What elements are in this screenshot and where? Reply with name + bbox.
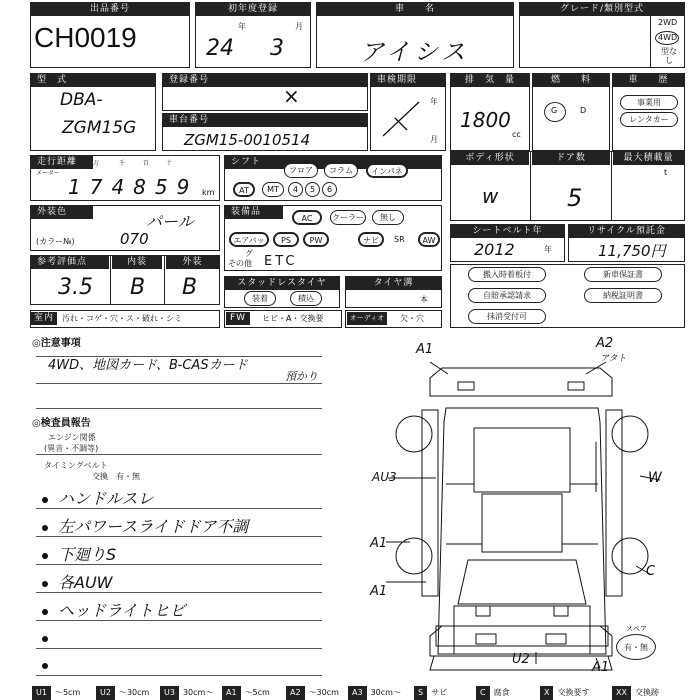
shift-label: シフト bbox=[225, 156, 441, 169]
inspector-timing: タイミングベルト bbox=[44, 461, 108, 470]
doc-warranty: 新車保証書 bbox=[584, 267, 662, 282]
equip-aw: AW bbox=[418, 232, 440, 247]
inspector-line6 bbox=[36, 648, 322, 649]
equip-airbag: エアバッグ bbox=[229, 232, 269, 247]
legend-a1: A1 〜5cm bbox=[222, 686, 274, 700]
seatbelt-unit: 年 bbox=[544, 245, 552, 254]
body-div2 bbox=[611, 151, 612, 221]
diagram-label: AU3 bbox=[372, 470, 397, 484]
notes-text2: 預かり bbox=[285, 370, 318, 383]
body-value: w bbox=[482, 184, 499, 208]
notes-label: ◎注意事項 bbox=[32, 338, 81, 349]
reg-label: 初年度登録 bbox=[196, 3, 310, 16]
doors-label: ドア数 bbox=[532, 152, 610, 165]
doors-value: 5 bbox=[567, 184, 583, 212]
mileage-digit-man: 万 bbox=[93, 160, 100, 167]
equip-navi: ナビ bbox=[358, 232, 384, 247]
bullet bbox=[42, 497, 48, 503]
model-line2: ZGM15G bbox=[62, 118, 137, 138]
scores-label: 参考評価点 bbox=[31, 256, 109, 269]
legend-x: X 交換要す bbox=[540, 686, 593, 700]
notes-line3 bbox=[36, 408, 322, 409]
windshield-label: FW bbox=[226, 312, 250, 325]
notes-line2 bbox=[36, 383, 322, 384]
displacement-value: 1800 bbox=[460, 108, 511, 132]
diagram-label: A1 bbox=[592, 660, 610, 675]
chassis-label: 車台番号 bbox=[163, 114, 367, 127]
equip-none: 無し bbox=[372, 210, 404, 225]
inspector-item: ハンドルスレ bbox=[58, 489, 154, 508]
audio-label: オーディオ bbox=[347, 312, 387, 325]
interior-notes-label: 室内 bbox=[31, 312, 57, 325]
bullet bbox=[42, 553, 48, 559]
reg-year: 24 bbox=[206, 36, 234, 61]
windshield-items: ヒビ・A・交換要 bbox=[262, 314, 324, 323]
studless-label: スタッドレスタイヤ bbox=[225, 277, 339, 290]
inspection-cross-icon bbox=[375, 96, 425, 146]
score-interior: B bbox=[130, 275, 146, 300]
inspector-item: 左パワースライドドア不調 bbox=[58, 517, 249, 536]
inspector-item: 各AUW bbox=[58, 573, 113, 592]
legend-a2: A2 〜30cm bbox=[286, 686, 343, 700]
mileage-digit-sen: 千 bbox=[119, 160, 126, 167]
doc-insurance: 自賠承認請求 bbox=[468, 288, 546, 303]
score-exterior: B bbox=[182, 275, 198, 300]
drive-2wd: 2WD bbox=[658, 18, 678, 27]
load-label: 最大積載量 bbox=[613, 152, 684, 165]
mileage-value: 174859 bbox=[68, 175, 199, 199]
legend-u2: U2 〜30cm bbox=[96, 686, 153, 700]
bullet bbox=[42, 581, 48, 587]
shift-5: 5 bbox=[305, 182, 320, 197]
recycle-label: リサイクル預託金 bbox=[569, 225, 684, 238]
diagram-label: A1 bbox=[416, 342, 434, 357]
fuel-g: G bbox=[551, 106, 558, 115]
plate-value: × bbox=[283, 84, 300, 108]
drive-4wd: 4WD bbox=[658, 33, 678, 42]
score-overall: 3.5 bbox=[58, 275, 93, 300]
tire-label: タイヤ溝 bbox=[346, 277, 441, 290]
legend-c: C 腐食 bbox=[476, 686, 514, 700]
car-label: 車 名 bbox=[317, 3, 513, 16]
mileage-label: 走行距離 bbox=[31, 156, 93, 169]
equip-cooler: クーラー bbox=[330, 210, 366, 225]
studless-load: 積込 bbox=[290, 291, 322, 306]
inspector-line0 bbox=[36, 454, 322, 455]
bullet bbox=[42, 636, 48, 642]
lot-label: 出品番号 bbox=[31, 3, 189, 16]
diagram-label: A1 bbox=[370, 536, 388, 551]
diagram-label: アタト bbox=[600, 354, 627, 364]
shift-floor: フロア bbox=[284, 163, 318, 178]
equip-pw: PW bbox=[303, 232, 329, 247]
legend-s: S サビ bbox=[414, 686, 451, 700]
legend-xx: XX 交換跡 bbox=[612, 686, 663, 700]
inspector-label: ◎検査員報告 bbox=[32, 418, 91, 429]
scores-div1 bbox=[110, 255, 111, 305]
mileage-meter-label: メーター bbox=[36, 170, 61, 177]
shift-4: 4 bbox=[288, 182, 303, 197]
model-line1: DBA- bbox=[60, 90, 103, 110]
inspector-item: 下廻りS bbox=[58, 545, 117, 564]
load-unit: t bbox=[664, 168, 668, 177]
inspection-year-unit: 年 bbox=[430, 97, 438, 106]
interior-notes-items: 汚れ・コゲ・穴・ス・破れ・シミ bbox=[62, 314, 182, 323]
studless-on: 装着 bbox=[244, 291, 276, 306]
model-label: 型 式 bbox=[31, 74, 155, 87]
shift-inpane: インパネ bbox=[366, 163, 408, 178]
exterior-label: 外装色 bbox=[31, 206, 93, 219]
seatbelt-label: シートベルト年 bbox=[451, 225, 564, 238]
seatbelt-value: 2012 bbox=[474, 240, 515, 259]
diagram-label: A2 bbox=[596, 336, 614, 351]
recycle-value: 11,750円 bbox=[598, 242, 666, 260]
chassis-value: ZGM15-0010514 bbox=[184, 131, 311, 149]
audio-items: 欠・穴 bbox=[400, 314, 424, 323]
scores-div2 bbox=[164, 255, 165, 305]
displacement-unit: cc bbox=[512, 130, 521, 139]
mileage-digit-hyaku: 百 bbox=[143, 160, 150, 167]
inspector-engine-sub: (異音・不調等) bbox=[44, 444, 99, 453]
inspection-month-unit: 月 bbox=[430, 135, 438, 144]
inspector-item: ヘッドライトヒビ bbox=[58, 601, 186, 620]
bullet bbox=[42, 663, 48, 669]
tire-unit: 本 bbox=[420, 295, 428, 304]
equip-ac: AC bbox=[292, 210, 322, 225]
shift-column: コラム bbox=[324, 163, 358, 178]
history-opt1: 事業用 bbox=[620, 95, 678, 110]
car-name: アイシス bbox=[360, 38, 470, 66]
spare-value: 有・無 bbox=[624, 643, 648, 652]
exterior-score-label: 外装 bbox=[166, 256, 219, 269]
bullet bbox=[42, 525, 48, 531]
legend-u3: U3 30cm〜 bbox=[160, 686, 217, 700]
reg-year-unit: 年 bbox=[238, 22, 246, 31]
diagram-label: C bbox=[646, 564, 656, 579]
lot-number: CH0019 bbox=[34, 22, 137, 53]
exterior-code-label: (カラー№) bbox=[36, 237, 75, 246]
displacement-label: 排 気 量 bbox=[451, 74, 529, 87]
equip-sr: SR bbox=[394, 235, 405, 244]
doc-delivery: 搬入時着板付 bbox=[468, 267, 546, 282]
drive-none: 型なし bbox=[661, 47, 677, 65]
body-label: ボディ形状 bbox=[451, 152, 529, 165]
inspection-label: 車検期限 bbox=[371, 74, 445, 87]
diagram-label: A1 bbox=[370, 584, 388, 599]
equipment-label: 装備品 bbox=[225, 206, 283, 219]
diagram-label: U2 bbox=[512, 652, 530, 667]
legend-u1: U1 〜5cm bbox=[32, 686, 84, 700]
exterior-code: 070 bbox=[120, 230, 149, 248]
inspector-line7 bbox=[36, 675, 322, 676]
body-div1 bbox=[530, 151, 531, 221]
mileage-unit: km bbox=[202, 188, 215, 197]
fuel-d: D bbox=[580, 106, 587, 115]
plate-label: 登録番号 bbox=[163, 74, 367, 87]
equip-other-label: その他 bbox=[228, 259, 252, 268]
mileage-digit-juu: 十 bbox=[166, 160, 173, 167]
equip-ps: PS bbox=[273, 232, 299, 247]
grade-label: グレード/類別型式 bbox=[520, 3, 684, 16]
bullet bbox=[42, 609, 48, 615]
reg-month: 3 bbox=[270, 36, 284, 61]
exterior-color: パール bbox=[146, 212, 194, 231]
shift-6: 6 bbox=[322, 182, 337, 197]
inspector-engine: エンジン関係 bbox=[48, 433, 96, 442]
spare-label: スペア bbox=[626, 625, 647, 633]
reg-month-unit: 月 bbox=[295, 22, 303, 31]
legend-a3: A3 30cm〜 bbox=[348, 686, 405, 700]
history-label: 車 歴 bbox=[613, 74, 684, 87]
notes-text1: 4WD、地図カード、B-CASカード bbox=[48, 358, 248, 373]
diagram-label: W bbox=[648, 470, 662, 486]
fuel-label: 燃 料 bbox=[533, 74, 609, 87]
shift-at: AT bbox=[233, 182, 255, 197]
equip-other: ETC bbox=[264, 254, 298, 269]
interior-label: 内装 bbox=[112, 256, 162, 269]
inspector-timing-sub: 交換 有・無 bbox=[92, 472, 140, 481]
doc-tax: 納税証明書 bbox=[584, 288, 662, 303]
doc-cancel: 抹消受付可 bbox=[468, 309, 546, 324]
history-opt2: レンタカー bbox=[620, 112, 678, 127]
shift-mt: MT bbox=[262, 182, 284, 197]
